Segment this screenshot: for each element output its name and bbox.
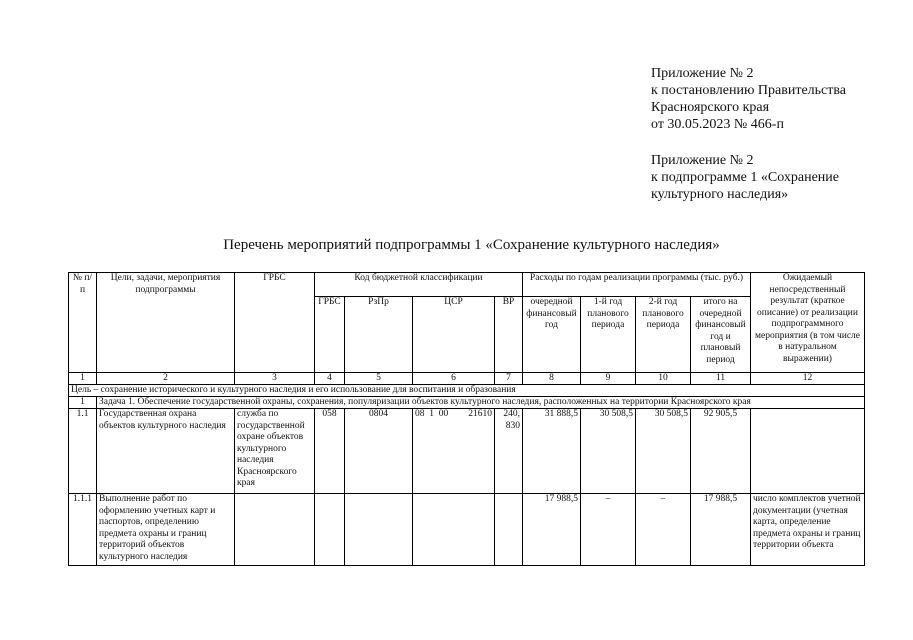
header-num: № п/п xyxy=(69,273,97,373)
task-row xyxy=(69,397,865,409)
column-number: 1 xyxy=(69,373,97,385)
appendix-line: Приложение № 2 xyxy=(651,153,754,168)
header-row xyxy=(69,273,865,297)
subheader-first-plan-year: 1-й год планового периода xyxy=(581,297,636,373)
row-grbs-code: 058 xyxy=(315,409,345,494)
row-csr-code xyxy=(413,409,495,494)
column-number: 7 xyxy=(495,373,523,385)
row-vr-code xyxy=(495,494,523,566)
task-num: 1 xyxy=(69,397,97,409)
subheader-total: итого на очередной финансовый год и плановый период xyxy=(691,297,751,373)
subheader-csr: ЦСР xyxy=(413,297,495,373)
table-row xyxy=(69,409,865,494)
table-row xyxy=(69,494,865,566)
subheader-second-plan-year: 2-й год планового периода xyxy=(636,297,691,373)
row-rzpr-code xyxy=(345,494,413,566)
appendix-line: Красноярского края xyxy=(651,100,770,115)
appendix-line: Приложение № 2 xyxy=(651,66,754,81)
appendix-to-subprogram xyxy=(651,152,839,203)
column-number: 6 xyxy=(413,373,495,385)
column-number: 8 xyxy=(523,373,581,385)
appendix-line: к подпрограмме 1 «Сохранение xyxy=(651,170,840,185)
row-first-plan-year: 30 508,5 xyxy=(581,409,636,494)
header-expenses: Расходы по годам реализации программы (тыс. руб.) xyxy=(523,273,751,297)
task-text: Задача 1. Обеспечение государственной охраны, сохранения, популяризации объектов культурного наследия, расположенных на территории Красноярского края xyxy=(97,397,865,409)
document-title: Перечень мероприятий подпрограммы 1 «Сохранение культурного наследия» xyxy=(223,237,720,253)
row-current-year: 31 888,5 xyxy=(523,409,581,494)
column-number: 12 xyxy=(751,373,865,385)
row-vr-code: 240, 830 xyxy=(495,409,523,494)
subheader-grbs: ГРБС xyxy=(315,297,345,373)
row-result: число комплектов учетной документации (учетная карта, определение предмета охраны и границ территории объекта xyxy=(751,494,865,566)
column-number: 3 xyxy=(235,373,315,385)
row-rzpr-code: 0804 xyxy=(345,409,413,494)
row-second-plan-year: – xyxy=(636,494,691,566)
column-number: 4 xyxy=(315,373,345,385)
column-number: 5 xyxy=(345,373,413,385)
row-total: 17 988,5 xyxy=(691,494,751,566)
row-grbs-code xyxy=(315,494,345,566)
header-budget-code: Код бюджетной классификации xyxy=(315,273,523,297)
goal-row xyxy=(69,385,865,397)
appendix-line: к постановлению Правительства xyxy=(651,83,847,98)
row-current-year: 17 988,5 xyxy=(523,494,581,566)
appendix-line: культурного наследия» xyxy=(651,187,789,202)
column-number: 2 xyxy=(97,373,235,385)
column-number: 11 xyxy=(691,373,751,385)
csr-code-part: 21610 xyxy=(468,409,492,419)
row-total: 92 905,5 xyxy=(691,409,751,494)
row-result xyxy=(751,409,865,494)
goal-text: Цель – сохранение исторического и культурного наследия и его использование для воспитания и образования xyxy=(69,385,865,397)
row-grbs-name xyxy=(235,494,315,566)
row-second-plan-year: 30 508,5 xyxy=(636,409,691,494)
column-numbers-row xyxy=(69,373,865,385)
column-number: 9 xyxy=(581,373,636,385)
row-grbs-name: служба по государственной охране объектов культурного наследия Красноярского края xyxy=(235,409,315,494)
subheader-rzpr: РзПр xyxy=(345,297,413,373)
row-name: Государственная охрана объектов культурного наследия xyxy=(97,409,235,494)
row-num: 1.1 xyxy=(69,409,97,494)
subheader-vr: ВР xyxy=(495,297,523,373)
row-num: 1.1.1 xyxy=(69,494,97,566)
header-goals: Цели, задачи, мероприятия подпрограммы xyxy=(97,273,235,373)
appendix-line: от 30.05.2023 № 466-п xyxy=(651,117,784,132)
measures-table xyxy=(68,272,865,566)
row-csr-code xyxy=(413,494,495,566)
header-grbs: ГРБС xyxy=(235,273,315,373)
row-first-plan-year: – xyxy=(581,494,636,566)
column-number: 10 xyxy=(636,373,691,385)
header-expected-result: Ожидаемый непосредственный результат (краткое описание) от реализации подпрограммного мероприятия (в том числе в натуральном выражении) xyxy=(751,273,865,373)
csr-code-part: 08 1 00 xyxy=(415,409,449,419)
row-name: Выполнение работ по оформлению учетных карт и паспортов, определению предмета охраны и границ территорий объектов культурного наследия xyxy=(97,494,235,566)
appendix-to-resolution xyxy=(651,65,846,133)
subheader-current-year: очередной финансовый год xyxy=(523,297,581,373)
